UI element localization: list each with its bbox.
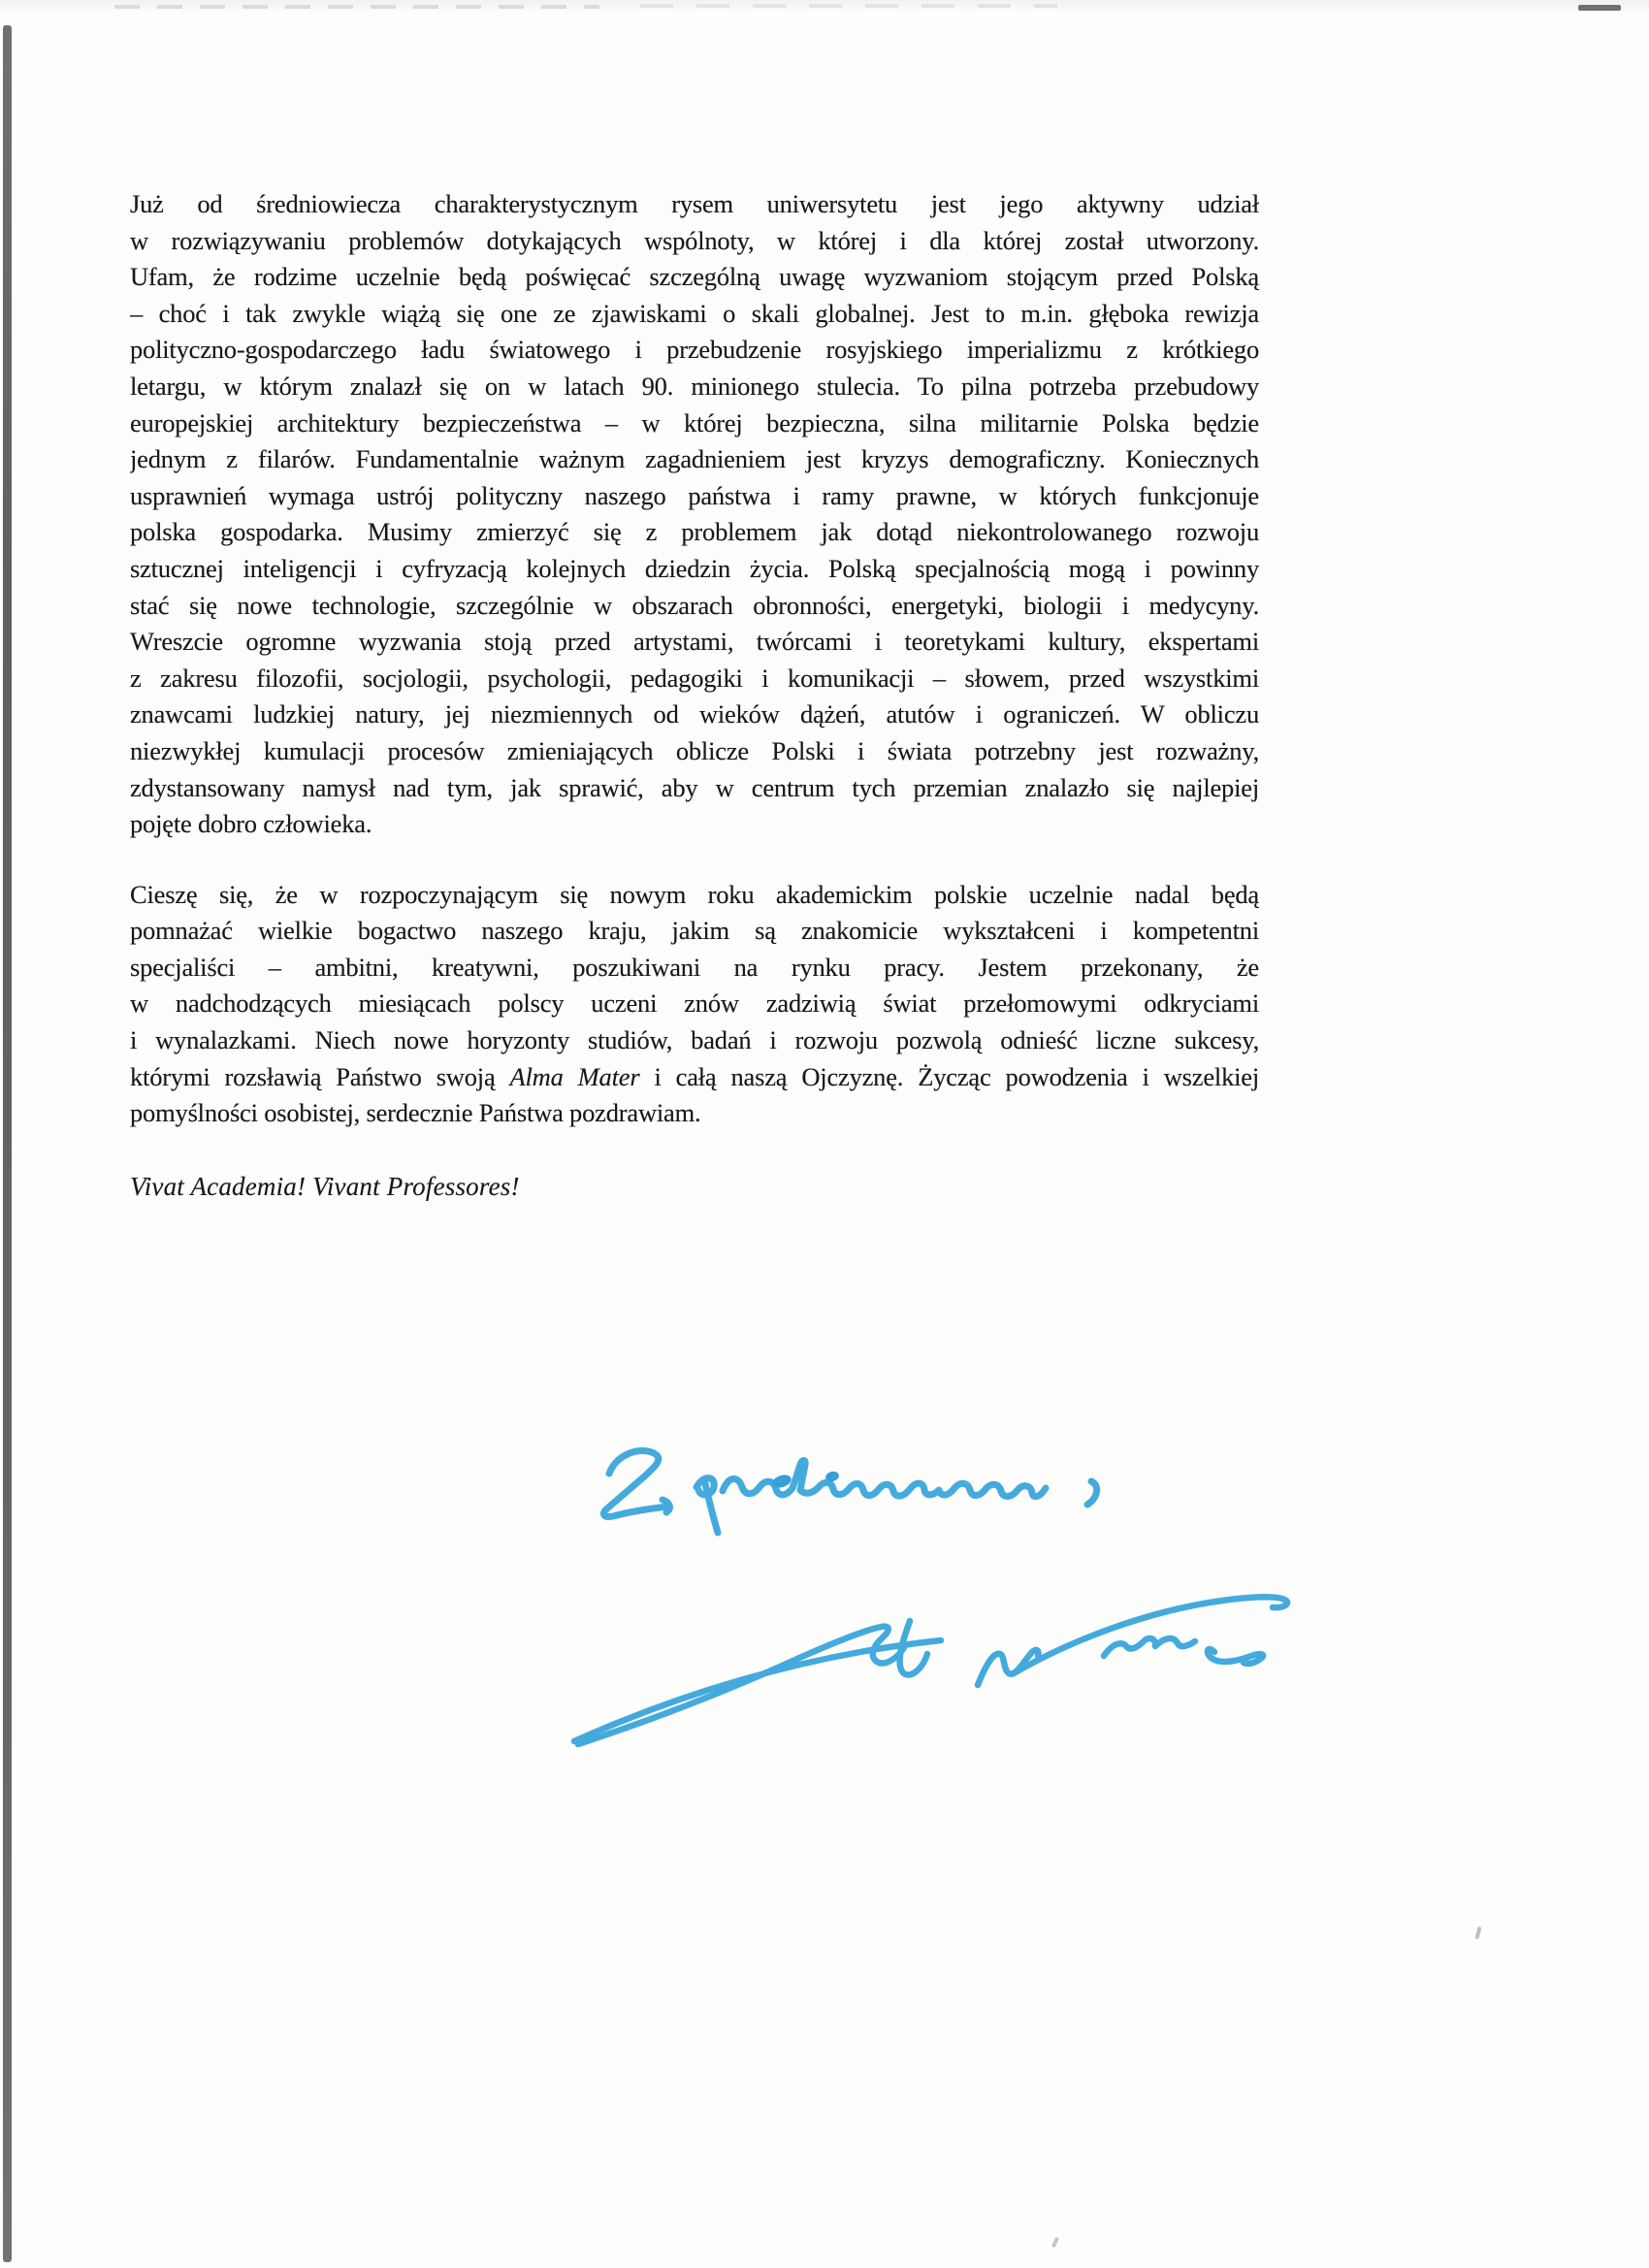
letter-line xyxy=(130,1059,1259,1096)
letter-line: niezwykłej kumulacji procesów zmieniających oblicze Polski i świata potrzebny jest rozważny, xyxy=(130,735,1259,765)
letter-line: i wynalazkami. Niech nowe horyzonty studiów, badań i rozwoju pozwolą odnieść liczne sukcesy, xyxy=(130,1025,1259,1055)
letter-line: Ufam, że rodzime uczelnie będą poświęcać szczególną uwagę wyzwaniom stojącym przed Polską xyxy=(130,262,1259,292)
letter-line: jednym z filarów. Fundamentalnie ważnym zagadnieniem jest kryzys demograficzny. Koniecznych xyxy=(130,444,1259,474)
letter-paragraph-1 xyxy=(130,186,1259,843)
letter-line: pomyślności osobistej, serdecznie Państwa pozdrawiam. xyxy=(130,1098,701,1128)
letter-line: Już od średniowiecza charakterystycznym rysem uniwersytetu jest jego aktywny udział xyxy=(130,189,1259,218)
scan-speck-artifact xyxy=(1474,1927,1481,1940)
letter-line: znawcami ludzkiej natury, jej niezmiennych od wieków dążeń, atutów i ograniczeń. W obliczu xyxy=(130,699,1259,729)
letter-line: – choć i tak zwykle wiążą się one ze zjawiskami o skali globalnej. Jest to m.in. głęboka rewizja xyxy=(130,298,1259,328)
handwriting-area xyxy=(524,1402,1319,1770)
letter-line: sztucznej inteligencji i cyfryzacją kolejnych dziedzin życia. Polską specjalnością mogą i powinny xyxy=(130,553,1259,583)
letter-paragraph-2 xyxy=(130,877,1259,1132)
letter-line: pojęte dobro człowieka. xyxy=(130,809,372,839)
handwritten-salutation xyxy=(603,1451,1096,1533)
letter-line: z zakresu filozofii, socjologii, psychologii, pedagogiki i komunikacji – słowem, przed wszystkimi xyxy=(130,663,1259,693)
letter-line: polityczno-gospodarczego ładu światowego i przebudzenie rosyjskiego imperializmu z krótkiego xyxy=(130,335,1259,365)
letter-line: Cieszę się, że w rozpoczynającym się nowym roku akademickim polskie uczelnie nadal będą xyxy=(130,879,1259,909)
scan-speck-artifact xyxy=(1051,2237,1059,2249)
scan-streak-artifact xyxy=(640,4,1057,8)
letter-text: i całą naszą Ojczyznę. Życząc powodzenia i wszelkiej xyxy=(639,1061,1259,1091)
letter-line: w nadchodzących miesiącach polscy uczeni znów zadziwią świat przełomowymi odkryciami xyxy=(130,988,1259,1019)
letter-line: zdystansowany namysł nad tym, jak sprawić, aby w centrum tych przemian znalazło się najlepiej xyxy=(130,772,1259,802)
letter-text: którymi rozsławią Państwo swoją xyxy=(130,1061,510,1091)
scan-streak-artifact xyxy=(114,5,599,9)
letter-line: Wreszcie ogromne wyzwania stoją przed artystami, twórcami i teoretykami kultury, ekspertami xyxy=(130,627,1259,657)
letter-line: usprawnień wymaga ustrój polityczny naszego państwa i ramy prawne, w których funkcjonuje xyxy=(130,480,1259,510)
letter-line: letargu, w którym znalazł się on w latach 90. minionego stulecia. To pilna potrzeba przebudowy xyxy=(130,371,1259,401)
letter-line: pomnażać wielkie bogactwo naszego kraju, jakim są znakomicie wykształceni i kompetentni xyxy=(130,916,1259,946)
letter-line: europejskiej architektury bezpieczeństwa – w której bezpieczna, silna militarnie Polska będzie xyxy=(130,407,1259,437)
letter-line: stać się nowe technologie, szczególnie w obszarach obronności, energetyki, biologii i medycyny. xyxy=(130,590,1259,620)
alma-mater-italic: Alma Mater xyxy=(509,1061,640,1091)
letter-line: w rozwiązywaniu problemów dotykających wspólnoty, w której i dla której został utworzony. xyxy=(130,225,1259,255)
letter-line: polska gospodarka. Musimy zmierzyć się z problemem jak dotąd niekontrolowanego rozwoju xyxy=(130,517,1259,547)
signature-scrawl xyxy=(574,1597,1287,1744)
letter-body xyxy=(130,186,1259,1202)
letter-line: specjaliści – ambitni, kreatywni, poszukiwani na rynku pracy. Jestem przekonany, że xyxy=(130,952,1259,982)
scan-left-edge-artifact xyxy=(3,25,12,2262)
closing-motto: Vivat Academia! Vivant Professores! xyxy=(130,1171,520,1201)
scan-corner-mark-artifact xyxy=(1578,5,1621,11)
